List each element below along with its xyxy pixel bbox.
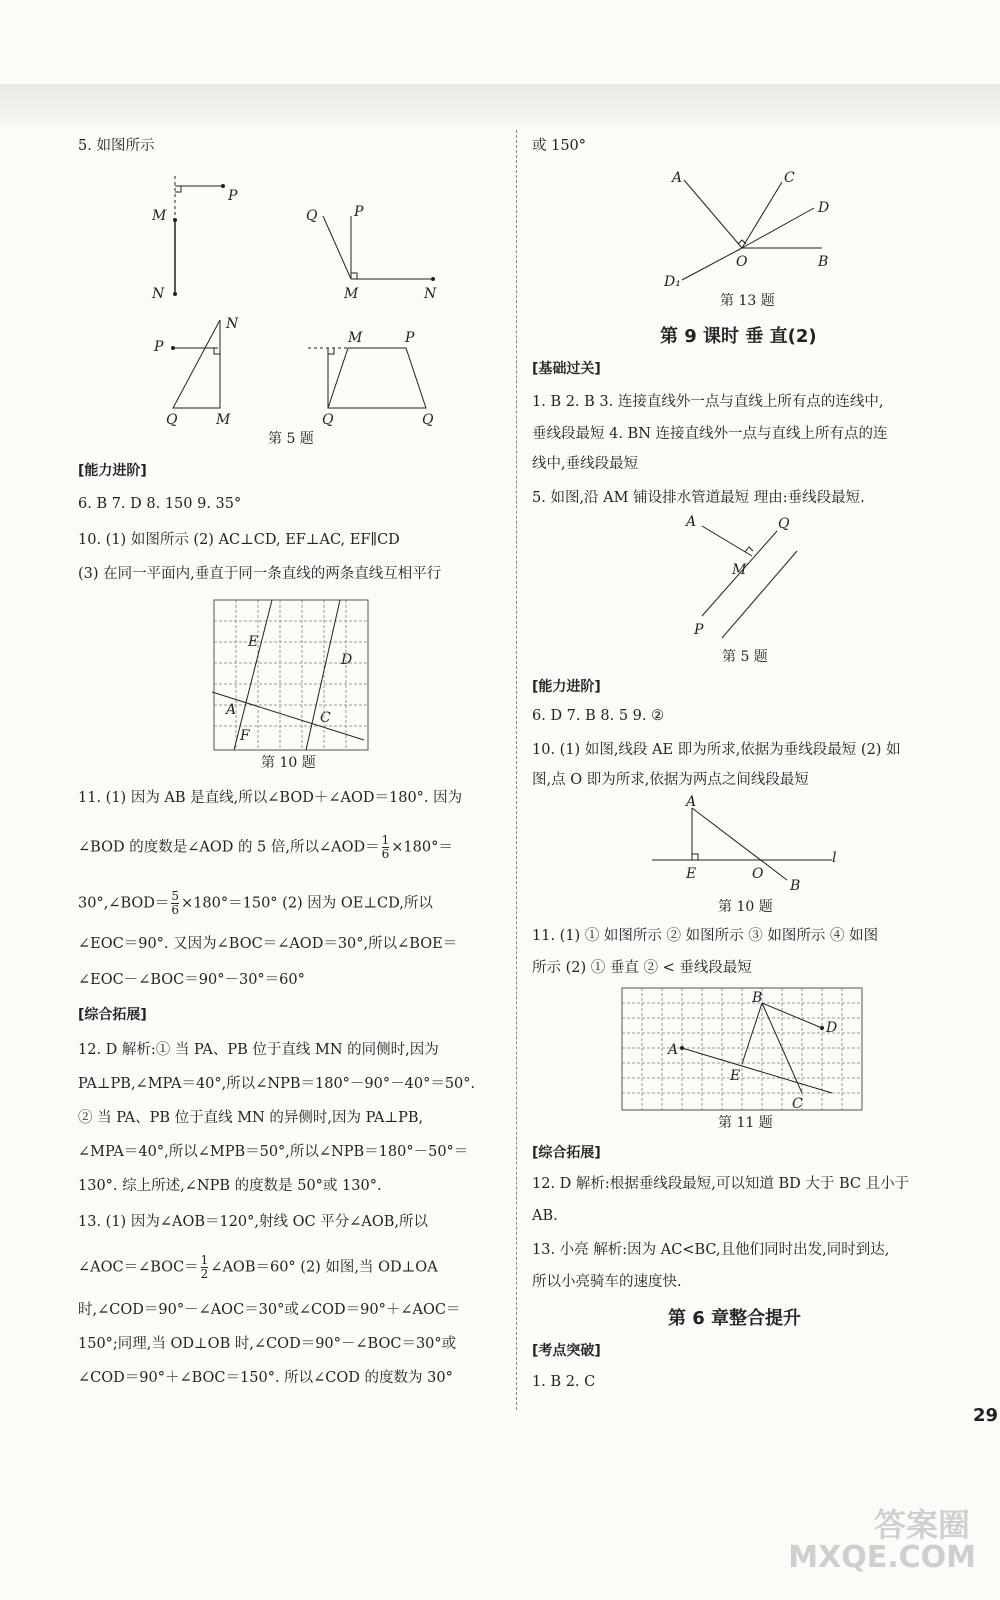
label-O10r: O	[752, 866, 764, 882]
q13-line5: ∠COD＝90°＋∠BOC＝150°. 所以∠COD 的度数为 30°	[78, 1370, 453, 1386]
q1-line2: 垂线段最短 4. BN 连接直线外一点与直线上所有点的连	[532, 426, 888, 442]
label-A5: A	[686, 514, 697, 530]
q11-line3	[78, 890, 433, 917]
watermark-url: MXQE.COM	[788, 1540, 976, 1575]
label-D1: D₁	[664, 274, 681, 290]
section-ability: [能力进阶]	[78, 463, 147, 479]
q10-right-line2: 图,点 O 即为所求,依据为两点之间线段最短	[532, 772, 809, 788]
label-N: N	[152, 286, 165, 302]
label-D13: D	[818, 200, 830, 216]
q12-right-line1: 12. D 解析:根据垂线段最短,可以知道 BD 大于 BC 且小于	[532, 1176, 910, 1192]
q11-line5: ∠EOC－∠BOC＝90°－30°＝60°	[78, 972, 305, 988]
figure-13	[662, 170, 842, 290]
q5-right: 5. 如图,沿 AM 铺设排水管道最短 理由:垂线段最短.	[532, 490, 865, 506]
q11-line2-part1: ∠BOD 的度数是∠AOD 的 5 倍,所以∠AOD＝	[78, 839, 380, 856]
q13-line3: 时,∠COD＝90°－∠AOC＝30°或∠COD＝90°＋∠AOC＝	[78, 1302, 461, 1318]
q11-line4: ∠EOC＝90°. 又因为∠BOC＝∠AOD＝30°,所以∠BOE＝	[78, 936, 458, 952]
section-basic: [基础过关]	[532, 361, 601, 377]
fig10-caption: 第 10 题	[261, 755, 316, 771]
page-number: 29	[972, 1405, 998, 1426]
label-M3: M	[216, 412, 231, 428]
q13-right-line2: 所以小亮骑车的速度快.	[532, 1274, 682, 1290]
q11-line2	[78, 834, 453, 861]
q11-line1: 11. (1) 因为 AB 是直线,所以∠BOD＋∠AOD＝180°. 因为	[78, 790, 463, 806]
q13-line2-part1: ∠AOC＝∠BOC＝	[78, 1259, 199, 1276]
fraction-1-2: $\frac{1}{2}$	[200, 1253, 209, 1281]
label-C13: C	[784, 170, 795, 186]
q10-line2: (3) 在同一平面内,垂直于同一条直线的两条直线互相平行	[78, 566, 442, 582]
label-Q: Q	[306, 208, 318, 224]
fraction-1-6: $\frac{1}{6}$	[381, 833, 390, 861]
q11-right-line1: 11. (1) ① 如图所示 ② 如图所示 ③ 如图所示 ④ 如图	[532, 928, 879, 944]
section-extension: [综合拓展]	[78, 1007, 147, 1023]
q13-line4: 150°;同理,当 OD⊥OB 时,∠COD＝90°－∠BOC＝30°或	[78, 1336, 457, 1352]
lesson-title: 第 9 课时 垂 直(2)	[660, 326, 817, 347]
label-P3: P	[154, 339, 164, 355]
label-M: M	[152, 208, 167, 224]
figure-5-left	[148, 176, 468, 436]
label-E10r: E	[686, 866, 697, 882]
fraction-5-6: $\frac{5}{6}$	[171, 889, 180, 917]
figure-10-right	[652, 794, 852, 894]
label-Q3: Q	[166, 412, 178, 428]
label-P2: P	[354, 204, 364, 220]
chapter-title: 第 6 章整合提升	[668, 1308, 802, 1329]
label-F: F	[240, 728, 250, 744]
q1-line3: 线中,垂线段最短	[532, 456, 639, 472]
label-Q5: Q	[778, 516, 790, 532]
q12-right-line2: AB.	[532, 1208, 558, 1224]
q13-right-line1: 13. 小亮 解析:因为 AC<BC,且他们同时出发,同时到达,	[532, 1242, 890, 1258]
label-A11: A	[668, 1042, 679, 1058]
label-P4: P	[405, 330, 415, 346]
label-O13: O	[736, 254, 748, 270]
label-M5: M	[732, 562, 747, 578]
label-D11: D	[826, 1020, 838, 1036]
q6-9-right: 6. D 7. B 8. 5 9. ②	[532, 708, 665, 724]
fig5-caption: 第 5 题	[268, 431, 314, 447]
section-extension-right: [综合拓展]	[532, 1145, 601, 1161]
label-M4: M	[348, 330, 363, 346]
fig10r-caption: 第 10 题	[718, 899, 773, 915]
label-A: A	[226, 702, 237, 718]
fig5r-caption: 第 5 题	[722, 649, 768, 665]
label-Q4: Q	[422, 412, 434, 428]
fig11-caption: 第 11 题	[718, 1115, 773, 1131]
figure-10-left-grid	[214, 600, 368, 750]
label-B10r: B	[790, 878, 801, 894]
section-points: [考点突破]	[532, 1343, 601, 1359]
label-D: D	[341, 652, 353, 668]
q13-line1: 13. (1) 因为∠AOB＝120°,射线 OC 平分∠AOB,所以	[78, 1214, 428, 1230]
column-divider	[516, 130, 517, 1410]
q6-9: 6. B 7. D 8. 150 9. 35°	[78, 496, 242, 512]
scan-top-shadow	[0, 84, 1000, 124]
q1-line1: 1. B 2. B 3. 连接直线外一点与直线上所有点的连线中,	[532, 394, 884, 410]
label-M2: M	[344, 286, 359, 302]
q11-line2-part2: ×180°＝	[391, 839, 453, 856]
q11-line3-part1: 30°,∠BOD＝	[78, 895, 170, 912]
q11-right-line2: 所示 (2) ① 垂直 ② < 垂线段最短	[532, 960, 752, 976]
label-P5r: P	[694, 622, 704, 638]
label-C: C	[320, 710, 331, 726]
continued-text: 或 150°	[532, 138, 587, 154]
label-A10r: A	[686, 794, 697, 810]
q10-line1: 10. (1) 如图所示 (2) AC⊥CD, EF⊥AC, EF∥CD	[78, 532, 400, 548]
q11-line3-part2: ×180°＝150° (2) 因为 OE⊥CD,所以	[181, 895, 433, 912]
label-l10r: l	[832, 850, 837, 866]
q12-line3: ② 当 PA、PB 位于直线 MN 的异侧时,因为 PA⊥PB,	[78, 1110, 424, 1126]
label-P: P	[228, 188, 238, 204]
label-N2: N	[424, 286, 437, 302]
q13-line2-part2: ∠AOB＝60° (2) 如图,当 OD⊥OA	[210, 1259, 438, 1276]
figure-5-right	[682, 516, 802, 646]
section-ability-right: [能力进阶]	[532, 679, 601, 695]
q13-line2	[78, 1254, 438, 1281]
label-B13: B	[818, 254, 829, 270]
watermark-logo: 答案圈	[873, 1506, 970, 1544]
label-N3: N	[226, 316, 239, 332]
q10-right-line1: 10. (1) 如图,线段 AE 即为所求,依据为垂线段最短 (2) 如	[532, 742, 901, 758]
label-P5: Q	[322, 412, 334, 428]
label-A13: A	[672, 170, 683, 186]
q1-2-chapter: 1. B 2. C	[532, 1374, 596, 1390]
q12-line1: 12. D 解析:① 当 PA、PB 位于直线 MN 的同侧时,因为	[78, 1042, 439, 1058]
q12-line4: ∠MPA＝40°,所以∠MPB＝50°,所以∠NPB＝180°－50°＝	[78, 1144, 469, 1160]
label-B11: B	[752, 990, 763, 1006]
figure-11-grid	[622, 988, 862, 1110]
q12-line5: 130°. 综上所述,∠NPB 的度数是 50°或 130°.	[78, 1178, 382, 1194]
label-E: E	[248, 634, 259, 650]
q5-text: 5. 如图所示	[78, 138, 155, 154]
q12-line2: PA⊥PB,∠MPA＝40°,所以∠NPB＝180°－90°－40°＝50°.	[78, 1076, 476, 1092]
label-E11: E	[730, 1068, 741, 1084]
fig13-caption: 第 13 题	[720, 293, 775, 309]
label-C11: C	[792, 1096, 803, 1112]
